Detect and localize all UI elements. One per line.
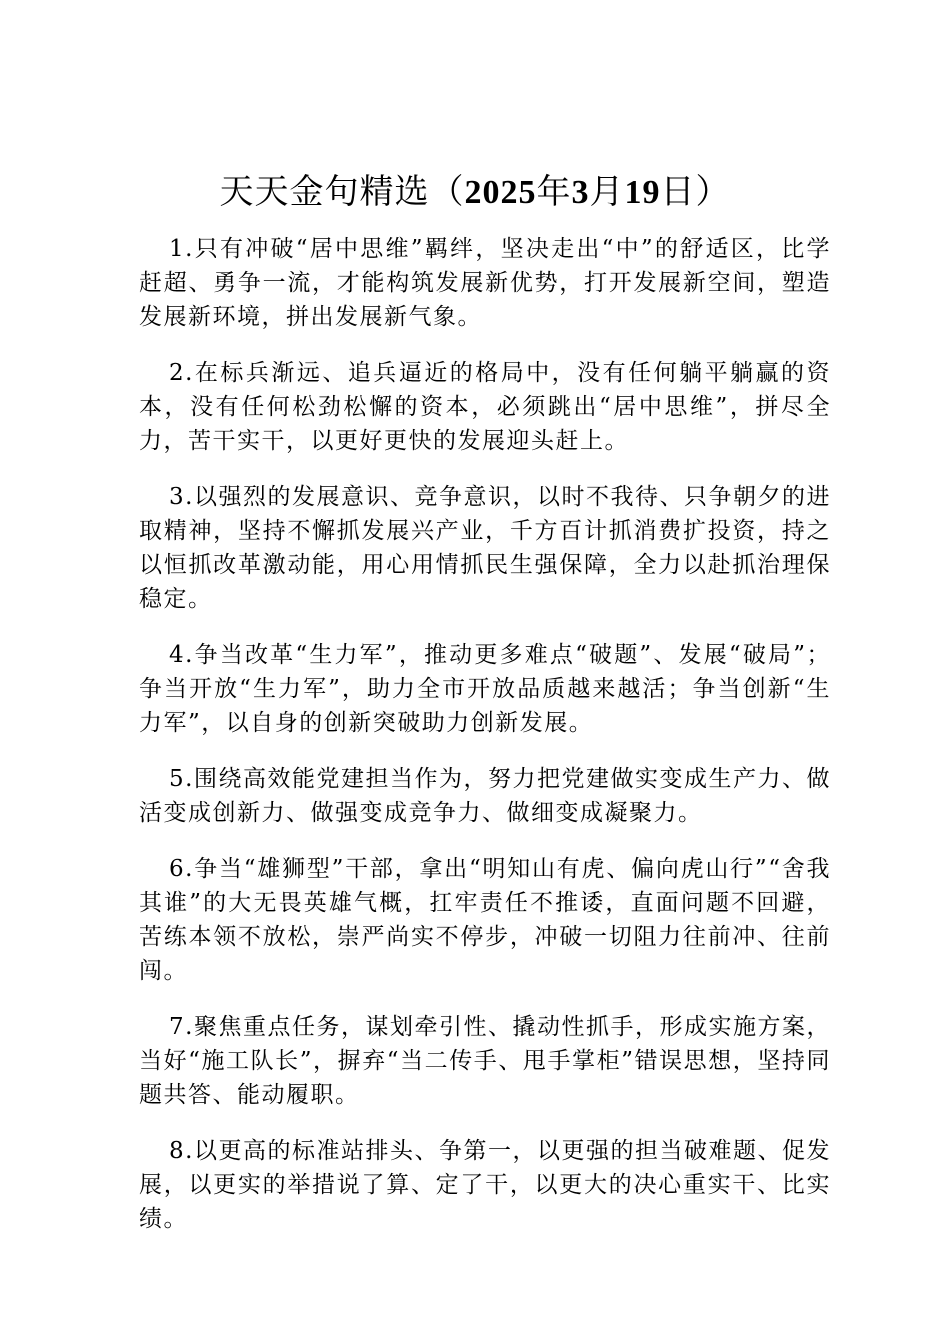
title-year: 2025 xyxy=(464,174,537,211)
quote-list xyxy=(139,232,831,1258)
quote-paragraph-7: 7.聚焦重点任务，谋划牵引性、撬动性抓手，形成实施方案，当好“施工队长”，摒弃“当二传手、甩手掌柜”错误思想，坚持同题共答、能动履职。 xyxy=(139,1014,831,1108)
quote-paragraph-8: 8.以更高的标准站排头、争第一，以更强的担当破难题、促发展，以更实的举措说了算、定了干，以更大的决心重实干、比实绩。 xyxy=(139,1138,831,1232)
quote-paragraph-1: 1.只有冲破“居中思维”羁绊，坚决走出“中”的舒适区，比学赶超、勇争一流，才能构筑发展新优势，打开发展新空间，塑造发展新环境，拼出发展新气象。 xyxy=(139,236,831,330)
title-month: 3 xyxy=(571,174,590,211)
title-month-unit: 月 xyxy=(589,172,625,212)
title-prefix: 天天金句精选（ xyxy=(219,172,465,212)
quote-paragraph-6: 6.争当“雄狮型”干部，拿出“明知山有虎、偏向虎山行”“舍我其谁”的大无畏英雄气概，扛牢责任不推诿，直面问题不回避，苦练本领不放松，崇严尚实不停步，冲破一切阻力往前冲、往前闯。 xyxy=(139,856,831,984)
title-day-unit: 日） xyxy=(660,172,731,212)
quote-paragraph-3: 3.以强烈的发展意识、竞争意识，以时不我待、只争朝夕的进取精神，坚持不懈抓发展兴产业，千方百计抓消费扩投资，持之以恒抓改革激动能，用心用情抓民生强保障，全力以赴抓治理保稳定。 xyxy=(139,484,831,612)
quote-paragraph-2: 2.在标兵渐远、追兵逼近的格局中，没有任何躺平躺赢的资本，没有任何松劲松懈的资本，必须跳出“居中思维”，拼尽全力，苦干实干，以更好更快的发展迎头赶上。 xyxy=(139,360,831,454)
title-day: 19 xyxy=(624,174,661,211)
title-year-unit: 年 xyxy=(536,172,572,212)
document-title xyxy=(0,168,950,217)
quote-paragraph-5: 5.围绕高效能党建担当作为，努力把党建做实变成生产力、做活变成创新力、做强变成竞争力、做细变成凝聚力。 xyxy=(139,766,831,826)
quote-paragraph-4: 4.争当改革“生力军”，推动更多难点“破题”、发展“破局”；争当开放“生力军”，助力全市开放品质越来越活；争当创新“生力军”，以自身的创新突破助力创新发展。 xyxy=(139,642,831,736)
